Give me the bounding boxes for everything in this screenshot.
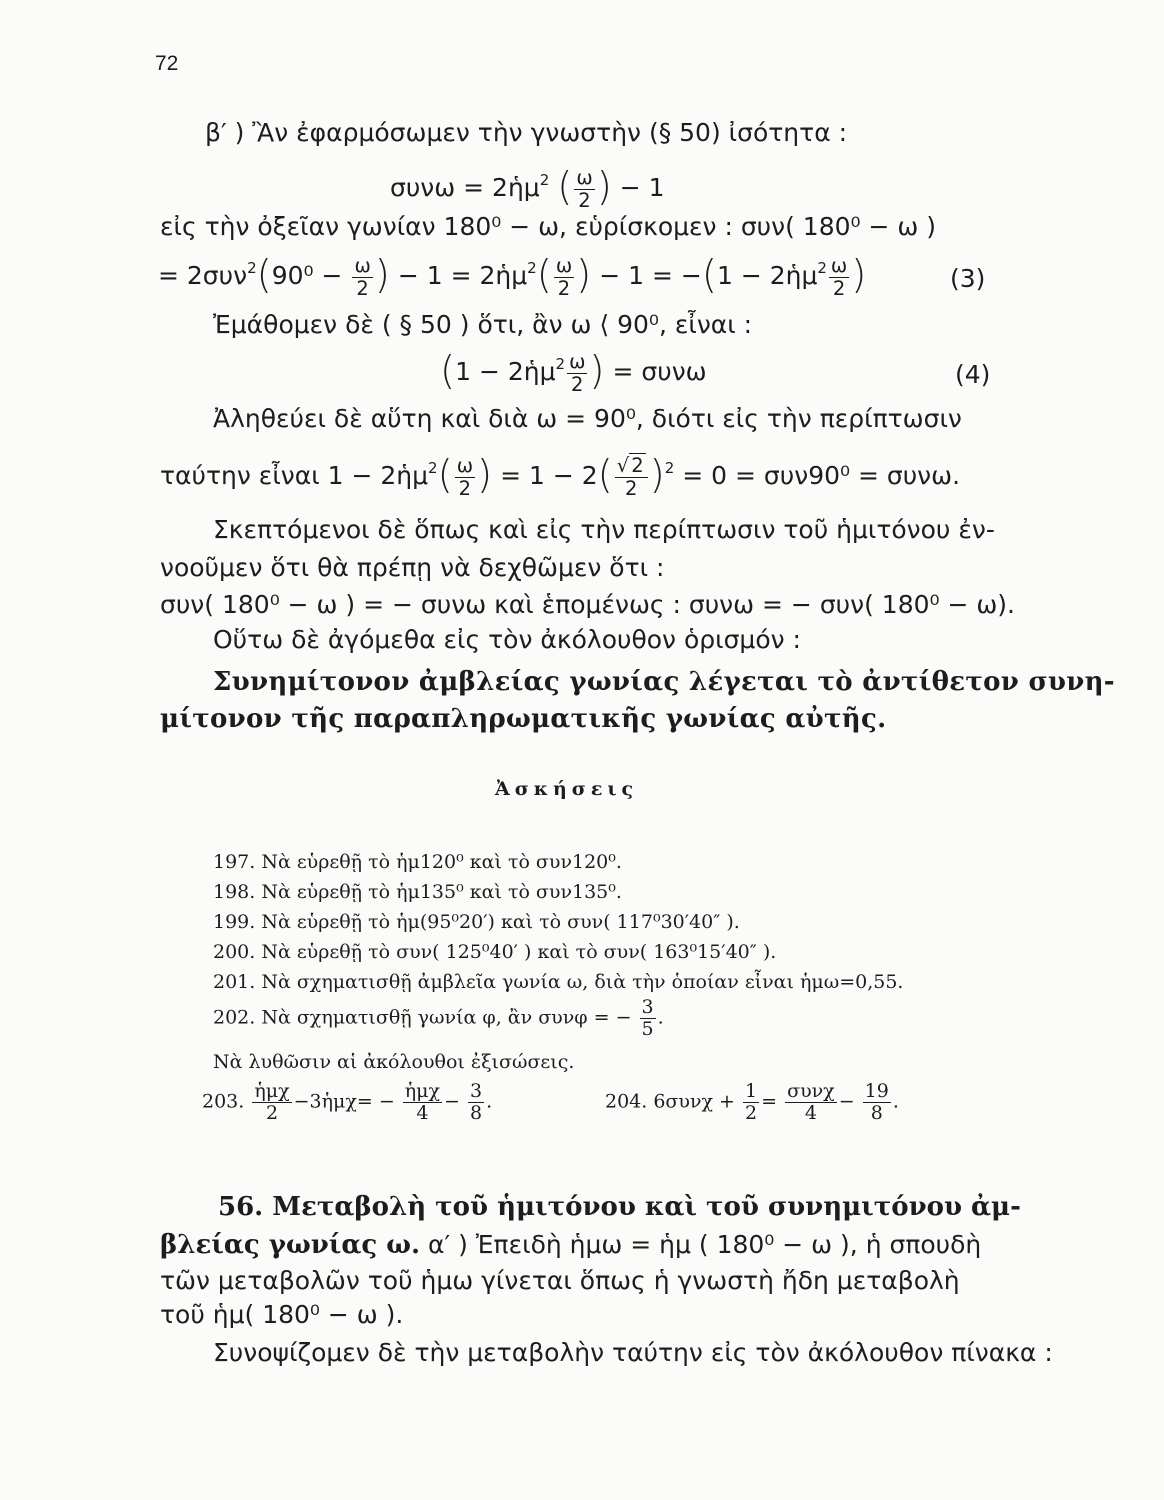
exercise-200: 200. Νὰ εὑρεθῇ τὸ συν( 125⁰40′ ) καὶ τὸ συν( 163⁰15′40″ ). [213,941,777,963]
equation-cos-identity: συνω = 2ἡμ$^2$ ( $\frac{\omega}{2}$ ) − 1 [390,165,665,212]
exercise-198: 198. Νὰ εὑρεθῇ τὸ ἡμ135⁰ καὶ τὸ συν135⁰. [213,881,622,903]
para-b-line6: ταύτην εἶναι 1 − 2ἡμ$^2$( $\frac{\omega}{2}$ ) = 1 − 2( $\frac{√ 2}{2}$ )$^2$ = 0 = συν90⁰ = συνω. [160,453,961,500]
section-56-line4: τοῦ ἡμ( 180⁰ − ω ). [160,1300,404,1329]
para-c-line2: νοοῦμεν ὅτι θὰ πρέπῃ νὰ δεχθῶμεν ὅτι : [160,553,665,582]
definition-line1: Συνημίτονον ἀμβλείας γωνίας λέγεται τὸ ἀντίθετον συνη- [213,667,1115,697]
section-56-heading: 56. Μεταβολὴ τοῦ ἡμιτόνου καὶ τοῦ συνημιτόνου ἀμ- [218,1192,1021,1222]
para-b-line2: εἰς τὴν ὀξεῖαν γωνίαν 180⁰ − ω, εὑρίσκομεν : συν( 180⁰ − ω ) [160,212,937,241]
page-number: 72 [155,52,179,75]
para-c-line3: συν( 180⁰ − ω ) = − συνω καὶ ἑπομένως : συνω = − συν( 180⁰ − ω). [160,590,1016,619]
para-c-line1: Σκεπτόμενοι δὲ ὅπως καὶ εἰς τὴν περίπτωσιν τοῦ ἡμιτόνου ἐν- [213,515,995,544]
equation-3: = 2συν$^2$(90⁰ − $\frac{\omega}{2}$ ) − 1 = 2ἡμ$^2$( $\frac{\omega}{2}$ ) − 1 = −(1 − 2ἡμ$^2$ $\frac{\omega}{2}$ ) [158,253,867,300]
section-56-line2: βλείας γωνίας ω. α′ ) Ἐπειδὴ ἡμω = ἡμ ( 180⁰ − ω ), ἡ σπουδὴ [160,1230,982,1260]
para-b-line5: Ἀληθεύει δὲ αὕτη καὶ διὰ ω = 90⁰, διότι εἰς τὴν περίπτωσιν [213,404,962,433]
definition-line2: μίτονον τῆς παραπληρωματικῆς γωνίας αὐτῆς. [160,704,887,734]
exercise-199: 199. Νὰ εὑρεθῇ τὸ ἡμ(95⁰20′) καὶ τὸ συν( 117⁰30′40″ ). [213,911,740,933]
para-c-line4: Οὕτω δὲ ἀγόμεθα εἰς τὸν ἀκόλουθον ὁρισμόν : [213,625,801,654]
section-56-line5: Συνοψίζομεν δὲ τὴν μεταβολὴν ταύτην εἰς τὸν ἀκόλουθον πίνακα : [213,1338,1053,1367]
equation-3-number: (3) [950,264,986,293]
para-b-intro: β′ ) Ἂν ἐφαρμόσωμεν τὴν γνωστὴν (§ 50) ἰσότητα : [205,118,848,147]
exercise-202: 202. Νὰ σχηματισθῇ γωνία φ, ἂν συνφ = − $\frac{3}{5}$ . [213,996,664,1040]
equation-4-number: (4) [955,360,991,389]
exercise-197: 197. Νὰ εὑρεθῇ τὸ ἡμ120⁰ καὶ τὸ συν120⁰. [213,851,622,873]
exercises-heading: Ἀσκήσεις [495,778,639,800]
exercise-203: 203. $\frac{\text{ἡμχ}}{2}$ −3ἡμχ= − $\frac{\text{ἡμχ}}{4}$ − $\frac{3}{8}$ . [202,1080,493,1124]
exercise-201: 201. Νὰ σχηματισθῇ ἀμβλεῖα γωνία ω, διὰ τὴν ὁποίαν εἶναι ἡμω=0,55. [213,971,904,993]
equation-4: (1 − 2ἡμ$^2$ $\frac{\omega}{2}$ ) = συνω [440,349,707,396]
para-b-line4: Ἐμάθομεν δὲ ( § 50 ) ὅτι, ἂν ω ⟨ 90⁰, εἶναι : [213,310,753,339]
exercise-204: 204. 6συνχ + $\frac{1}{2}$ = $\frac{\text{συνχ}}{4}$ − $\frac{19}{8}$ . [605,1080,899,1124]
section-56-line3: τῶν μεταβολῶν τοῦ ἡμω γίνεται ὅπως ἡ γνωστὴ ἤδη μεταβολὴ [160,1266,960,1295]
exercises-solve-instruction: Νὰ λυθῶσιν αἱ ἀκόλουθοι ἐξισώσεις. [213,1051,575,1073]
